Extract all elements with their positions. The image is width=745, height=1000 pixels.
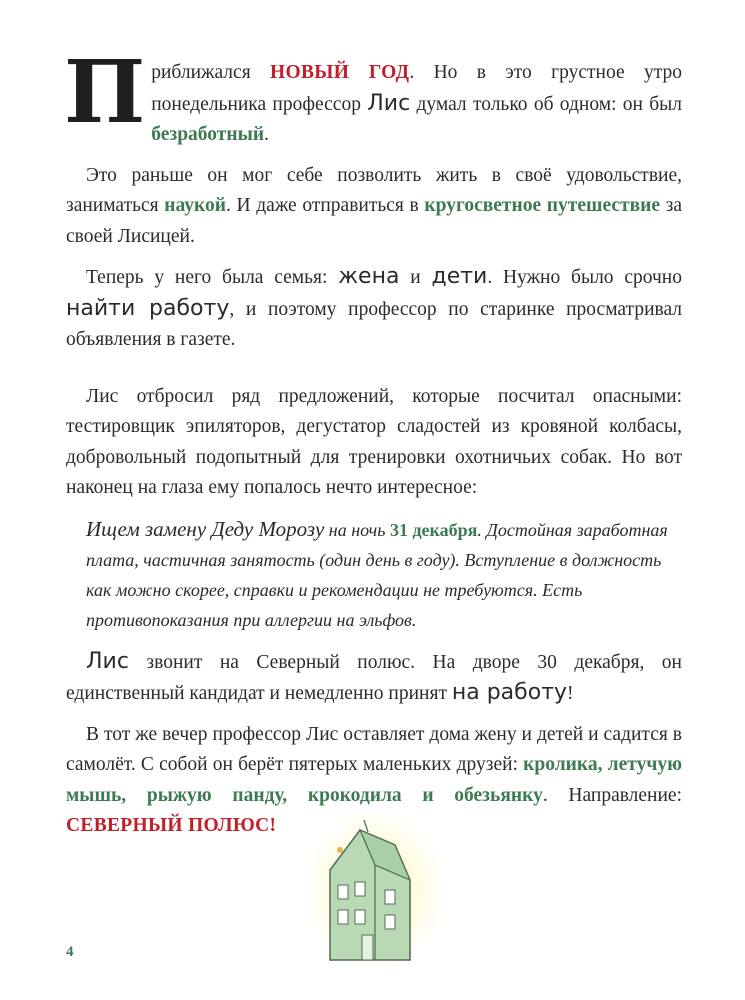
job-ad-quote [86,514,682,635]
paragraph-5 [66,647,682,710]
highlight-new-year: НОВЫЙ ГОД [270,62,410,83]
highlight-find-job: найти работу [66,295,230,321]
text-run: В тот же вечер профессор Лис оставляет дома жену и детей и садится в самолёт. С собой он берёт пятерых маленьких друзей: [66,723,682,775]
text-run: . Нужно было срочно [487,267,682,288]
story-text [64,42,683,852]
quote-lead: Ищем замену Деду Морозу [86,516,325,541]
highlight-lis-2: Лис [86,648,129,674]
highlight-science: наукой [164,195,226,216]
text-run: Теперь у него была семья: [86,267,339,288]
text-run: за своей Лисицей. [66,195,683,247]
paragraph-2 [66,161,682,253]
spacer [66,366,682,382]
text-run: Лис отбросил ряд предложений, которые посчитал опасными: тестировщик эпиляторов, дегустатор сладостей из кровяной колбасы, добровольный подопытный для тренировки охотничьих собак. Но вот наконец на глаза ему попалось нечто интересное: [66,385,682,498]
highlight-to-work: на работу [451,680,568,705]
paragraph-4 [66,382,682,504]
text-run: и [399,267,432,288]
drop-cap: П [64,42,146,143]
text-run: . Но в это грустное утро понедельника профессор [151,62,682,115]
text-run: . И даже отправиться в [226,195,425,216]
highlight-kids: дети [431,264,488,289]
highlight-wife: жена [338,264,400,289]
highlight-north-pole: СЕВЕРНЫЙ ПОЛЮС! [66,815,277,836]
highlight-trip: кругосветное путешествие [424,195,661,216]
highlight-date: 31 декабря [389,519,478,540]
text-run: на ночь [324,519,390,540]
highlight-friends: кролика, летучую мышь, рыжую панду, крокодила и обезьянку [66,754,682,806]
paragraph-3 [66,262,682,356]
highlight-lis: Лис [367,90,411,116]
highlight-unemployed: безработный [151,124,265,145]
paragraph-1 [64,42,682,151]
text-run: риближался [151,62,271,83]
page-number: 4 [66,944,74,960]
house-icon [300,810,450,975]
text-run: звонит на Северный полюс. На дворе 30 декабря, он единственный кандидат и немедленно принят [66,651,682,704]
text-run: . Достойная заработная плата, частичная занятость (один день в году). Вступление в должность как можно скорее, справки и рекомендации не требуются. Есть противопоказания при аллергии на эльфов. [86,519,668,630]
text-run: . Направление: [542,784,682,806]
text-run: ! [567,683,574,704]
text-run: Это раньше он мог себе позволить жить в своё удовольствие, заниматься [66,164,682,216]
text-run: , и поэтому профессор по старинке просматривал объявления в газете. [66,298,683,350]
text-run: думал только об одном: он был [410,93,682,115]
text-run: . [264,124,269,145]
